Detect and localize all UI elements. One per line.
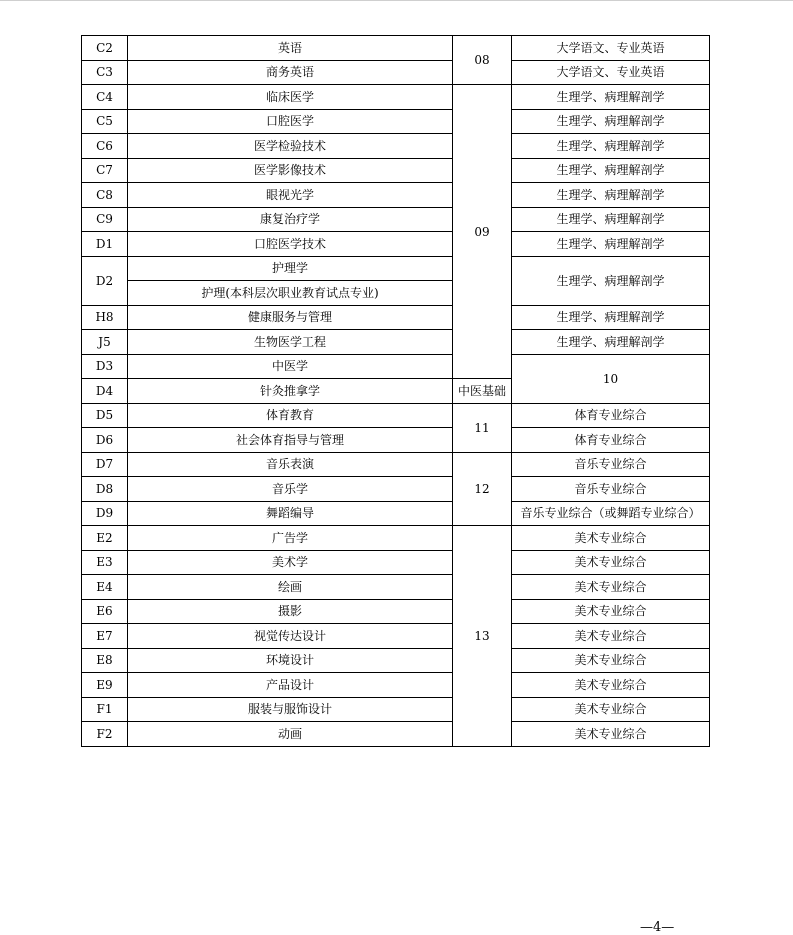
top-border-line: [0, 0, 793, 1]
code-cell: J5: [82, 330, 128, 355]
major-cell: 中医学: [128, 354, 453, 379]
major-cell: 护理学: [128, 256, 453, 281]
table-row: [82, 477, 710, 502]
page-number: —4—: [640, 920, 675, 935]
code-cell: F1: [82, 697, 128, 722]
major-cell: 视觉传达设计: [128, 624, 453, 649]
table-row: [82, 722, 710, 747]
major-cell: 社会体育指导与管理: [128, 428, 453, 453]
code-cell: C3: [82, 60, 128, 85]
major-cell: 健康服务与管理: [128, 305, 453, 330]
table-row: [82, 452, 710, 477]
group-code-cell: 12: [453, 452, 512, 526]
code-cell: C6: [82, 134, 128, 159]
major-cell: 音乐学: [128, 477, 453, 502]
subjects-cell: 美术专业综合: [512, 599, 710, 624]
subjects-cell: 美术专业综合: [512, 526, 710, 551]
major-cell: 体育教育: [128, 403, 453, 428]
group-code-cell: 13: [453, 526, 512, 747]
major-cell: 美术学: [128, 550, 453, 575]
major-cell: 舞蹈编导: [128, 501, 453, 526]
table-row: [82, 673, 710, 698]
code-cell: D1: [82, 232, 128, 257]
code-cell: E2: [82, 526, 128, 551]
code-cell: D4: [82, 379, 128, 404]
table-row: [82, 207, 710, 232]
code-cell: E3: [82, 550, 128, 575]
group-code-cell: 10: [512, 354, 710, 403]
major-cell: 环境设计: [128, 648, 453, 673]
table-row: [82, 232, 710, 257]
major-cell: 音乐表演: [128, 452, 453, 477]
table-row: [82, 403, 710, 428]
subjects-cell: 生理学、病理解剖学: [512, 256, 710, 305]
subjects-cell: 美术专业综合: [512, 697, 710, 722]
subjects-cell: 生理学、病理解剖学: [512, 134, 710, 159]
major-cell: 产品设计: [128, 673, 453, 698]
table-row: [82, 60, 710, 85]
code-cell: C2: [82, 36, 128, 61]
subjects-cell: 美术专业综合: [512, 550, 710, 575]
subjects-cell: 生理学、病理解剖学: [512, 158, 710, 183]
subjects-cell: 美术专业综合: [512, 673, 710, 698]
table-row: [82, 134, 710, 159]
code-cell: E4: [82, 575, 128, 600]
table-row: [82, 575, 710, 600]
major-cell: 医学影像技术: [128, 158, 453, 183]
code-cell: F2: [82, 722, 128, 747]
table-row: [82, 158, 710, 183]
major-cell: 动画: [128, 722, 453, 747]
table-row: [82, 85, 710, 110]
code-cell: C8: [82, 183, 128, 208]
code-cell: D5: [82, 403, 128, 428]
major-cell: 康复治疗学: [128, 207, 453, 232]
major-cell: 口腔医学技术: [128, 232, 453, 257]
table-row: [82, 354, 710, 379]
code-cell: E7: [82, 624, 128, 649]
code-cell: D3: [82, 354, 128, 379]
major-cell: 医学检验技术: [128, 134, 453, 159]
major-cell: 生物医学工程: [128, 330, 453, 355]
table-row: [82, 428, 710, 453]
subjects-cell: 美术专业综合: [512, 648, 710, 673]
major-cell: 眼视光学: [128, 183, 453, 208]
major-cell: 商务英语: [128, 60, 453, 85]
subjects-cell: 大学语文、专业英语: [512, 60, 710, 85]
code-cell: D2: [82, 256, 128, 305]
code-cell: C4: [82, 85, 128, 110]
table-row: [82, 624, 710, 649]
table-row: [82, 697, 710, 722]
major-cell: 临床医学: [128, 85, 453, 110]
code-cell: D9: [82, 501, 128, 526]
table-row: [82, 183, 710, 208]
major-cell: 针灸推拿学: [128, 379, 453, 404]
code-cell: D8: [82, 477, 128, 502]
code-cell: C5: [82, 109, 128, 134]
subjects-cell: 美术专业综合: [512, 624, 710, 649]
table-row: [82, 36, 710, 61]
subjects-cell: 体育专业综合: [512, 403, 710, 428]
table-row: [82, 256, 710, 281]
code-cell: E8: [82, 648, 128, 673]
subjects-cell: 生理学、病理解剖学: [512, 305, 710, 330]
table-row: [82, 109, 710, 134]
table-row: [82, 501, 710, 526]
subjects-cell: 音乐专业综合: [512, 452, 710, 477]
subjects-cell: 美术专业综合: [512, 575, 710, 600]
code-cell: E6: [82, 599, 128, 624]
major-cell: 绘画: [128, 575, 453, 600]
table-row: [82, 550, 710, 575]
major-cell: 摄影: [128, 599, 453, 624]
table-row: [82, 526, 710, 551]
subjects-cell: 中医基础: [453, 379, 512, 404]
subjects-cell: 生理学、病理解剖学: [512, 109, 710, 134]
table-row: [82, 330, 710, 355]
code-cell: D7: [82, 452, 128, 477]
subjects-cell: 生理学、病理解剖学: [512, 207, 710, 232]
code-cell: D6: [82, 428, 128, 453]
code-cell: H8: [82, 305, 128, 330]
table-row: [82, 648, 710, 673]
group-code-cell: 09: [453, 85, 512, 379]
subjects-cell: 生理学、病理解剖学: [512, 330, 710, 355]
subjects-cell: 大学语文、专业英语: [512, 36, 710, 61]
major-cell: 英语: [128, 36, 453, 61]
group-code-cell: 08: [453, 36, 512, 85]
subjects-cell: 体育专业综合: [512, 428, 710, 453]
major-subject-table: [81, 35, 710, 747]
major-cell: 护理(本科层次职业教育试点专业): [128, 281, 453, 306]
subjects-cell: 生理学、病理解剖学: [512, 232, 710, 257]
subjects-cell: 生理学、病理解剖学: [512, 85, 710, 110]
major-cell: 广告学: [128, 526, 453, 551]
subjects-cell: 音乐专业综合: [512, 477, 710, 502]
table-row: [82, 599, 710, 624]
subjects-cell: 音乐专业综合（或舞蹈专业综合）: [512, 501, 710, 526]
code-cell: C7: [82, 158, 128, 183]
group-code-cell: 11: [453, 403, 512, 452]
code-cell: E9: [82, 673, 128, 698]
subjects-cell: 生理学、病理解剖学: [512, 183, 710, 208]
major-cell: 口腔医学: [128, 109, 453, 134]
major-cell: 服装与服饰设计: [128, 697, 453, 722]
code-cell: C9: [82, 207, 128, 232]
table-row: [82, 305, 710, 330]
subjects-cell: 美术专业综合: [512, 722, 710, 747]
